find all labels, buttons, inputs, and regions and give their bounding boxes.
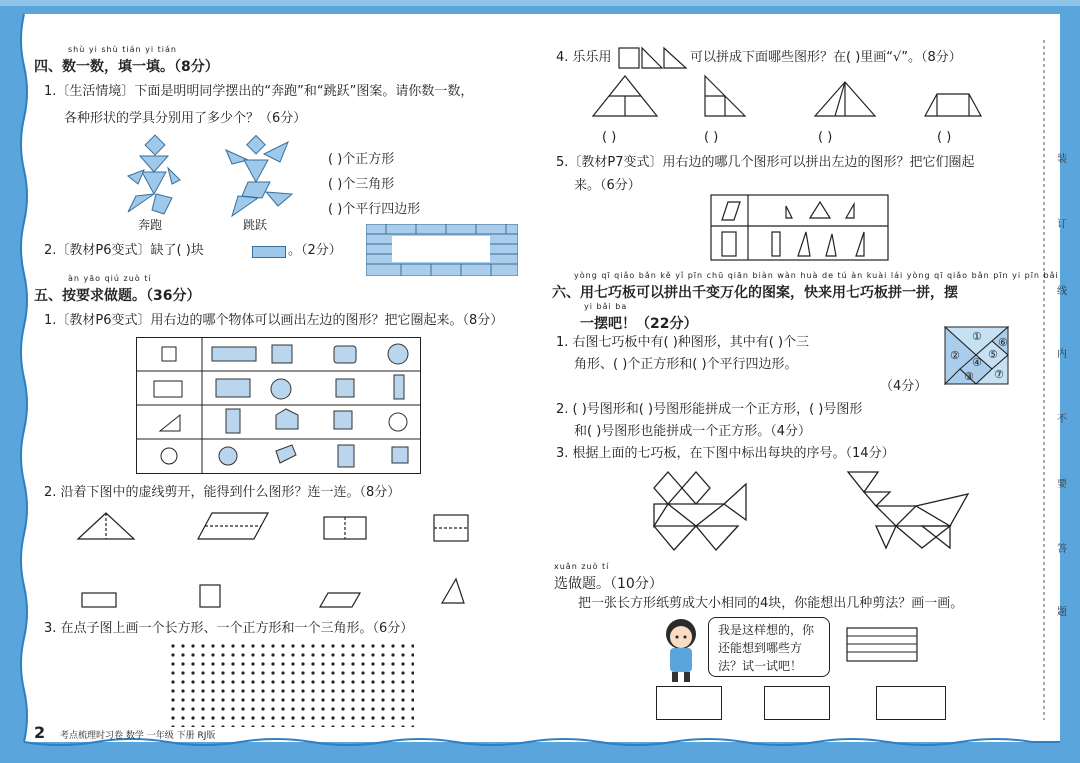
q5-figure-table xyxy=(710,194,890,262)
q4-text: 4. 乐乐用 xyxy=(556,50,612,65)
bubble-line3: 法？试一试吧！ xyxy=(718,659,803,673)
choice-text: 把一张长方形纸剪成大小相同的4块，你能想出几种剪法？画一画。 xyxy=(578,596,964,611)
blank-triangle[interactable]: ( )个三角形 xyxy=(328,177,395,192)
tangram-num-6: ⑥ xyxy=(998,336,1008,349)
girl-illustration xyxy=(656,616,706,682)
footer-text: 考点梳理时习卷 数学 一年级 下册 RJ版 xyxy=(60,731,216,741)
sec5-q1: 1.〔教材P6变式〕用右边的哪个物体可以画出左边的图形？把它圈起来。（8分） xyxy=(44,313,504,328)
choice-pinyin: xuǎn zuò tí xyxy=(554,562,610,571)
margin-char: 题 xyxy=(1057,607,1067,618)
sec6-q2-line2: 和( )号图形也能拼成一个正方形。（4分） xyxy=(574,424,812,439)
tangram-num-5: ⑤ xyxy=(988,348,998,361)
sec6-pinyin2: yi bǎi ba xyxy=(584,302,628,311)
sec6-q3: 3. 根据上面的七巧板，在下图中标出每块的序号。（14分） xyxy=(556,446,895,461)
label-jump: 跳跃 xyxy=(243,218,268,232)
q4-paren-4[interactable]: ( ) xyxy=(937,130,952,145)
margin-char: 要 xyxy=(1057,479,1067,490)
q4-paren-3[interactable]: ( ) xyxy=(818,130,833,145)
sec4-q1-line2: 各种形状的学具分别用了多少个？（6分） xyxy=(64,111,307,126)
tangram-runner xyxy=(118,132,198,222)
sec4-q2: 2.〔教材P6变式〕缺了( )块 xyxy=(44,243,204,258)
sec4-title: 四、数一数，填一填。（8分） xyxy=(34,59,219,75)
sec6-title1: 六、用七巧板可以拼出千变万化的图案，快来用七巧板拼一拼，摆 xyxy=(552,285,958,301)
sec5-pinyin: àn yāo qiú zuò tí xyxy=(68,274,152,283)
margin-char: 不 xyxy=(1057,414,1067,425)
sec6-q1-score: （4分） xyxy=(880,379,928,394)
choice-title: 选做题。（10分） xyxy=(554,576,663,592)
sec6-pinyin1: yòng qī qiǎo bǎn kě yǐ pīn chū qiān biàn wàn huà de tú àn kuài lái yòng qī qiǎo bǎn pīn yi pīn bǎi xyxy=(574,271,1059,280)
sec4-q2-end: 。（2分） xyxy=(288,243,342,258)
sec6-title2: 一摆吧！（22分） xyxy=(580,316,698,332)
tangram-num-3: ③ xyxy=(964,370,974,383)
sec6-q2-line1: 2. ( )号图形和( )号图形能拼成一个正方形，( )号图形 xyxy=(556,402,863,417)
q4-text-end: 可以拼成下面哪些图形？在( )里画“√”。（8分） xyxy=(690,50,962,65)
tangram-num-2: ② xyxy=(950,349,960,362)
answer-rect-2[interactable] xyxy=(764,686,830,720)
tangram-jumper xyxy=(218,132,303,222)
bubble-line2: 还能想到哪些方 xyxy=(718,641,803,655)
q5-line1: 5.〔教材P7变式〕用右边的哪几个图形可以拼出左边的图形？把它们圈起 xyxy=(556,155,975,170)
blank-parallelogram[interactable]: ( )个平行四边形 xyxy=(328,202,421,217)
brick-icon xyxy=(252,246,286,258)
sec5-q3: 3. 在点子图上画一个长方形、一个正方形和一个三角形。（6分） xyxy=(44,621,414,636)
margin-char: 内 xyxy=(1057,349,1067,360)
margin-char: 线 xyxy=(1057,286,1067,297)
cut-shapes xyxy=(70,505,480,610)
brick-wall xyxy=(366,224,518,276)
sec6-q1-line1: 1. 右图七巧板中有( )种图形，其中有( )个三 xyxy=(556,335,810,350)
sec5-q2: 2. 沿着下图中的虚线剪开，能得到什么图形？连一连。（8分） xyxy=(44,485,401,500)
tangram-square xyxy=(944,326,1010,386)
q5-line2: 来。（6分） xyxy=(574,178,641,193)
tangram-num-4: ④ xyxy=(972,356,982,369)
blank-square[interactable]: ( )个正方形 xyxy=(328,152,395,167)
label-run: 奔跑 xyxy=(138,218,163,232)
sec4-pinyin: shù yi shù tián yi tián xyxy=(68,45,177,54)
sec5-title: 五、按要求做题。（36分） xyxy=(34,288,201,304)
sec6-q1-line2: 角形、( )个正方形和( )个平行四边形。 xyxy=(574,357,798,372)
q4-pieces xyxy=(618,46,690,70)
object-table xyxy=(136,337,422,475)
answer-rect-1[interactable] xyxy=(656,686,722,720)
sec4-q1-line1: 1.〔生活情境〕下面是明明同学摆出的“奔跑”和“跳跃”图案。请你数一数， xyxy=(44,84,474,99)
answer-rect-3[interactable] xyxy=(876,686,946,720)
q4-options xyxy=(585,72,1015,122)
tangram-num-1: ① xyxy=(972,330,982,343)
dot-grid[interactable] xyxy=(170,643,414,727)
margin-char: 答 xyxy=(1057,544,1067,555)
tangram-figures[interactable] xyxy=(650,464,980,556)
bubble-line1: 我是这样想的，你 xyxy=(718,623,815,637)
tangram-num-7: ⑦ xyxy=(994,368,1004,381)
q4-paren-1[interactable]: ( ) xyxy=(602,130,617,145)
example-rectangle xyxy=(846,627,920,663)
margin-char: 装 xyxy=(1057,154,1067,165)
q4-paren-2[interactable]: ( ) xyxy=(704,130,719,145)
margin-char: 订 xyxy=(1057,219,1067,230)
page-number: 2 xyxy=(34,723,46,742)
